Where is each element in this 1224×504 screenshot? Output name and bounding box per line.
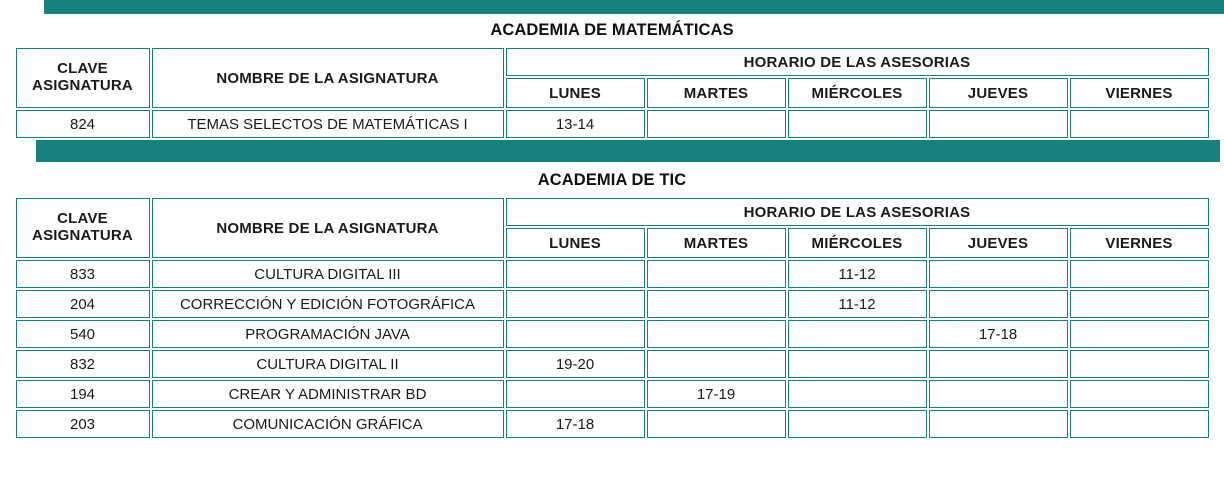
- table-body-tic: [16, 260, 1209, 438]
- table-row: [16, 350, 1209, 378]
- column-header-horario: HORARIO DE LAS ASESORIAS: [506, 198, 1209, 226]
- section-matematicas: [0, 14, 1224, 140]
- schedule-table-matematicas: [14, 46, 1211, 140]
- column-header-martes: MARTES: [647, 228, 786, 258]
- cell-viernes: [1070, 410, 1209, 438]
- schedule-table-tic: [14, 196, 1211, 440]
- column-header-jueves: JUEVES: [929, 228, 1068, 258]
- column-header-clave: [16, 198, 150, 258]
- cell-clave: 204: [16, 290, 150, 318]
- cell-lunes: [506, 290, 645, 318]
- cell-miercoles: [788, 410, 927, 438]
- cell-viernes: [1070, 110, 1209, 138]
- column-header-miercoles: MIÉRCOLES: [788, 228, 927, 258]
- column-header-clave-line1: CLAVE: [57, 60, 108, 78]
- cell-jueves: [929, 290, 1068, 318]
- section-tic: [0, 162, 1224, 440]
- column-header-viernes: VIERNES: [1070, 78, 1209, 108]
- cell-jueves: [929, 110, 1068, 138]
- table-header-matematicas: [16, 48, 1209, 108]
- column-header-clave-line2: ASIGNATURA: [32, 227, 133, 244]
- cell-nombre: CREAR Y ADMINISTRAR BD: [152, 380, 504, 408]
- cell-martes: [647, 410, 786, 438]
- table-row: [16, 380, 1209, 408]
- cell-miercoles: 11-12: [788, 260, 927, 288]
- cell-nombre: CULTURA DIGITAL II: [152, 350, 504, 378]
- cell-martes: [647, 290, 786, 318]
- column-header-clave-line2: ASIGNATURA: [32, 77, 133, 94]
- top-accent-bar: [44, 0, 1224, 14]
- cell-nombre: COMUNICACIÓN GRÁFICA: [152, 410, 504, 438]
- column-header-clave: [16, 48, 150, 108]
- cell-miercoles: [788, 350, 927, 378]
- cell-clave: 540: [16, 320, 150, 348]
- cell-clave: 203: [16, 410, 150, 438]
- cell-clave: 833: [16, 260, 150, 288]
- cell-lunes: 19-20: [506, 350, 645, 378]
- cell-viernes: [1070, 380, 1209, 408]
- column-header-nombre: NOMBRE DE LA ASIGNATURA: [152, 48, 504, 108]
- table-row: [16, 320, 1209, 348]
- cell-martes: [647, 260, 786, 288]
- cell-viernes: [1070, 260, 1209, 288]
- column-header-horario: HORARIO DE LAS ASESORIAS: [506, 48, 1209, 76]
- cell-lunes: 17-18: [506, 410, 645, 438]
- section-title-matematicas: ACADEMIA DE MATEMÁTICAS: [490, 21, 734, 39]
- section-divider-bar: [36, 140, 1220, 162]
- cell-nombre: CORRECCIÓN Y EDICIÓN FOTOGRÁFICA: [152, 290, 504, 318]
- table-header-tic: [16, 198, 1209, 258]
- cell-miercoles: [788, 110, 927, 138]
- cell-nombre: CULTURA DIGITAL III: [152, 260, 504, 288]
- cell-lunes: [506, 320, 645, 348]
- cell-jueves: [929, 350, 1068, 378]
- cell-jueves: [929, 410, 1068, 438]
- table-body-matematicas: [16, 110, 1209, 138]
- cell-miercoles: [788, 320, 927, 348]
- cell-martes: 17-19: [647, 380, 786, 408]
- cell-nombre: PROGRAMACIÓN JAVA: [152, 320, 504, 348]
- cell-nombre: TEMAS SELECTOS DE MATEMÁTICAS I: [152, 110, 504, 138]
- column-header-lunes: LUNES: [506, 228, 645, 258]
- column-header-nombre: NOMBRE DE LA ASIGNATURA: [152, 198, 504, 258]
- cell-lunes: 13-14: [506, 110, 645, 138]
- column-header-clave-line1: CLAVE: [57, 210, 108, 228]
- cell-lunes: [506, 380, 645, 408]
- column-header-jueves: JUEVES: [929, 78, 1068, 108]
- cell-clave: 832: [16, 350, 150, 378]
- table-row: [16, 260, 1209, 288]
- section-title-tic: ACADEMIA DE TIC: [537, 171, 687, 189]
- cell-lunes: [506, 260, 645, 288]
- cell-jueves: [929, 260, 1068, 288]
- table-row: [16, 410, 1209, 438]
- column-header-viernes: VIERNES: [1070, 228, 1209, 258]
- cell-martes: [647, 320, 786, 348]
- table-row: [16, 290, 1209, 318]
- cell-miercoles: [788, 380, 927, 408]
- cell-miercoles: 11-12: [788, 290, 927, 318]
- cell-viernes: [1070, 350, 1209, 378]
- column-header-miercoles: MIÉRCOLES: [788, 78, 927, 108]
- cell-clave: 194: [16, 380, 150, 408]
- column-header-lunes: LUNES: [506, 78, 645, 108]
- cell-viernes: [1070, 320, 1209, 348]
- cell-jueves: [929, 380, 1068, 408]
- column-header-martes: MARTES: [647, 78, 786, 108]
- table-row: [16, 110, 1209, 138]
- cell-martes: [647, 110, 786, 138]
- cell-jueves: 17-18: [929, 320, 1068, 348]
- cell-clave: 824: [16, 110, 150, 138]
- cell-viernes: [1070, 290, 1209, 318]
- cell-martes: [647, 350, 786, 378]
